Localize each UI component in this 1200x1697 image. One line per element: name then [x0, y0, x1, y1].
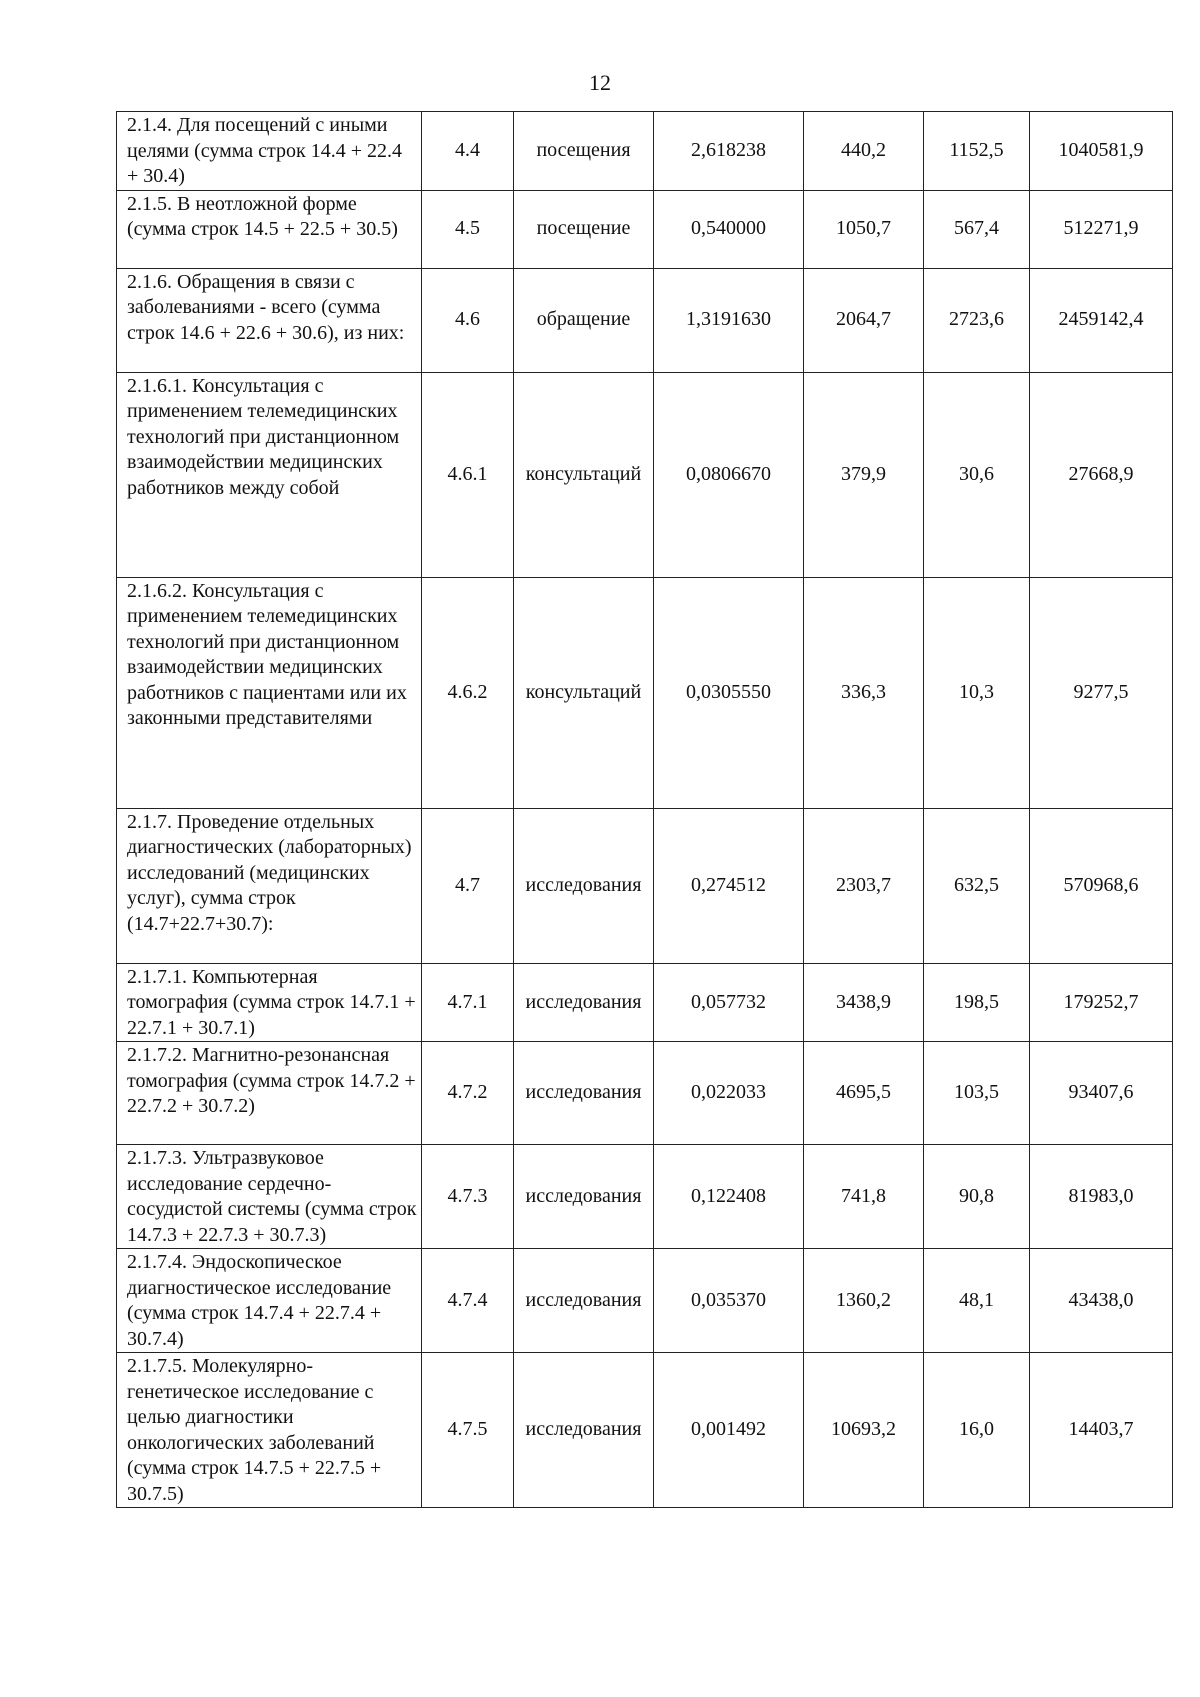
row-total-cell: 570968,6	[1030, 808, 1173, 963]
row-cost-cell: 336,3	[804, 577, 924, 808]
row-total-cell: 43438,0	[1030, 1249, 1173, 1353]
row-per-capita-cell: 2723,6	[924, 268, 1030, 372]
row-per-capita-cell: 1152,5	[924, 112, 1030, 191]
row-unit-cell: посещения	[514, 112, 654, 191]
row-norm-cell: 2,618238	[654, 112, 804, 191]
table-row	[117, 963, 1173, 1042]
row-unit-cell: консультаций	[514, 577, 654, 808]
row-name-cell: 2.1.7. Проведение отдельных диагностических (лабораторных) исследований (медицинских услуг), сумма строк (14.7+22.7+30.7):	[117, 808, 422, 963]
row-name-cell: 2.1.6. Обращения в связи с заболеваниями - всего (сумма строк 14.6 + 22.6 + 30.6), из них:	[117, 268, 422, 372]
row-total-cell: 27668,9	[1030, 372, 1173, 577]
row-code-cell: 4.4	[422, 112, 514, 191]
row-norm-cell: 0,274512	[654, 808, 804, 963]
row-norm-cell: 1,3191630	[654, 268, 804, 372]
row-code-cell: 4.7.1	[422, 963, 514, 1042]
row-per-capita-cell: 10,3	[924, 577, 1030, 808]
row-unit-cell: консультаций	[514, 372, 654, 577]
row-name-cell: 2.1.6.2. Консультация с применением телемедицинских технологий при дистанционном взаимодействии медицинских работников с пациентами или их законными представителями	[117, 577, 422, 808]
table-row	[117, 112, 1173, 191]
row-name-cell: 2.1.6.1. Консультация с применением телемедицинских технологий при дистанционном взаимодействии медицинских работников между собой	[117, 372, 422, 577]
table-row	[117, 808, 1173, 963]
table-row	[117, 1042, 1173, 1145]
row-code-cell: 4.7.4	[422, 1249, 514, 1353]
row-name-cell: 2.1.7.4. Эндоскопическое диагностическое исследование (сумма строк 14.7.4 + 22.7.4 + 30.7.4)	[117, 1249, 422, 1353]
row-cost-cell: 10693,2	[804, 1353, 924, 1508]
row-code-cell: 4.7.3	[422, 1145, 514, 1249]
row-per-capita-cell: 567,4	[924, 190, 1030, 268]
row-per-capita-cell: 103,5	[924, 1042, 1030, 1145]
row-cost-cell: 741,8	[804, 1145, 924, 1249]
row-unit-cell: исследования	[514, 1042, 654, 1145]
table-row	[117, 1249, 1173, 1353]
row-per-capita-cell: 90,8	[924, 1145, 1030, 1249]
table-body	[117, 112, 1173, 1508]
row-per-capita-cell: 632,5	[924, 808, 1030, 963]
row-total-cell: 14403,7	[1030, 1353, 1173, 1508]
row-total-cell: 2459142,4	[1030, 268, 1173, 372]
row-name-cell: 2.1.7.1. Компьютерная томография (сумма строк 14.7.1 + 22.7.1 + 30.7.1)	[117, 963, 422, 1042]
row-name-cell: 2.1.4. Для посещений с иными целями (сумма строк 14.4 + 22.4 + 30.4)	[117, 112, 422, 191]
row-per-capita-cell: 30,6	[924, 372, 1030, 577]
row-cost-cell: 3438,9	[804, 963, 924, 1042]
row-name-cell: 2.1.7.2. Магнитно-резонансная томография (сумма строк 14.7.2 + 22.7.2 + 30.7.2)	[117, 1042, 422, 1145]
row-cost-cell: 379,9	[804, 372, 924, 577]
row-per-capita-cell: 198,5	[924, 963, 1030, 1042]
row-norm-cell: 0,035370	[654, 1249, 804, 1353]
table-row	[117, 268, 1173, 372]
row-name-cell: 2.1.7.3. Ультразвуковое исследование сердечно-сосудистой системы (сумма строк 14.7.3 + 22.7.3 + 30.7.3)	[117, 1145, 422, 1249]
row-total-cell: 93407,6	[1030, 1042, 1173, 1145]
row-code-cell: 4.7.2	[422, 1042, 514, 1145]
row-norm-cell: 0,001492	[654, 1353, 804, 1508]
row-cost-cell: 4695,5	[804, 1042, 924, 1145]
row-norm-cell: 0,122408	[654, 1145, 804, 1249]
row-name-cell: 2.1.5. В неотложной форме (сумма строк 14.5 + 22.5 + 30.5)	[117, 190, 422, 268]
row-code-cell: 4.6.2	[422, 577, 514, 808]
row-norm-cell: 0,057732	[654, 963, 804, 1042]
row-cost-cell: 2064,7	[804, 268, 924, 372]
table-row	[117, 1353, 1173, 1508]
row-total-cell: 179252,7	[1030, 963, 1173, 1042]
row-code-cell: 4.6	[422, 268, 514, 372]
table-row	[117, 577, 1173, 808]
row-total-cell: 81983,0	[1030, 1145, 1173, 1249]
row-code-cell: 4.7	[422, 808, 514, 963]
row-per-capita-cell: 16,0	[924, 1353, 1030, 1508]
row-unit-cell: исследования	[514, 963, 654, 1042]
row-total-cell: 1040581,9	[1030, 112, 1173, 191]
row-total-cell: 512271,9	[1030, 190, 1173, 268]
row-unit-cell: исследования	[514, 1353, 654, 1508]
row-norm-cell: 0,0305550	[654, 577, 804, 808]
row-code-cell: 4.7.5	[422, 1353, 514, 1508]
data-table	[116, 111, 1173, 1508]
row-unit-cell: исследования	[514, 1249, 654, 1353]
row-cost-cell: 1050,7	[804, 190, 924, 268]
row-total-cell: 9277,5	[1030, 577, 1173, 808]
row-norm-cell: 0,540000	[654, 190, 804, 268]
table-row	[117, 190, 1173, 268]
row-per-capita-cell: 48,1	[924, 1249, 1030, 1353]
page-number: 12	[589, 70, 611, 95]
row-norm-cell: 0,022033	[654, 1042, 804, 1145]
row-norm-cell: 0,0806670	[654, 372, 804, 577]
row-unit-cell: посещение	[514, 190, 654, 268]
row-cost-cell: 1360,2	[804, 1249, 924, 1353]
row-unit-cell: исследования	[514, 1145, 654, 1249]
row-unit-cell: обращение	[514, 268, 654, 372]
row-name-cell: 2.1.7.5. Молекулярно-генетическое исследование с целью диагностики онкологических заболеваний (сумма строк 14.7.5 + 22.7.5 + 30.7.5)	[117, 1353, 422, 1508]
table-row	[117, 372, 1173, 577]
row-code-cell: 4.6.1	[422, 372, 514, 577]
row-unit-cell: исследования	[514, 808, 654, 963]
row-code-cell: 4.5	[422, 190, 514, 268]
table-row	[117, 1145, 1173, 1249]
row-cost-cell: 440,2	[804, 112, 924, 191]
row-cost-cell: 2303,7	[804, 808, 924, 963]
